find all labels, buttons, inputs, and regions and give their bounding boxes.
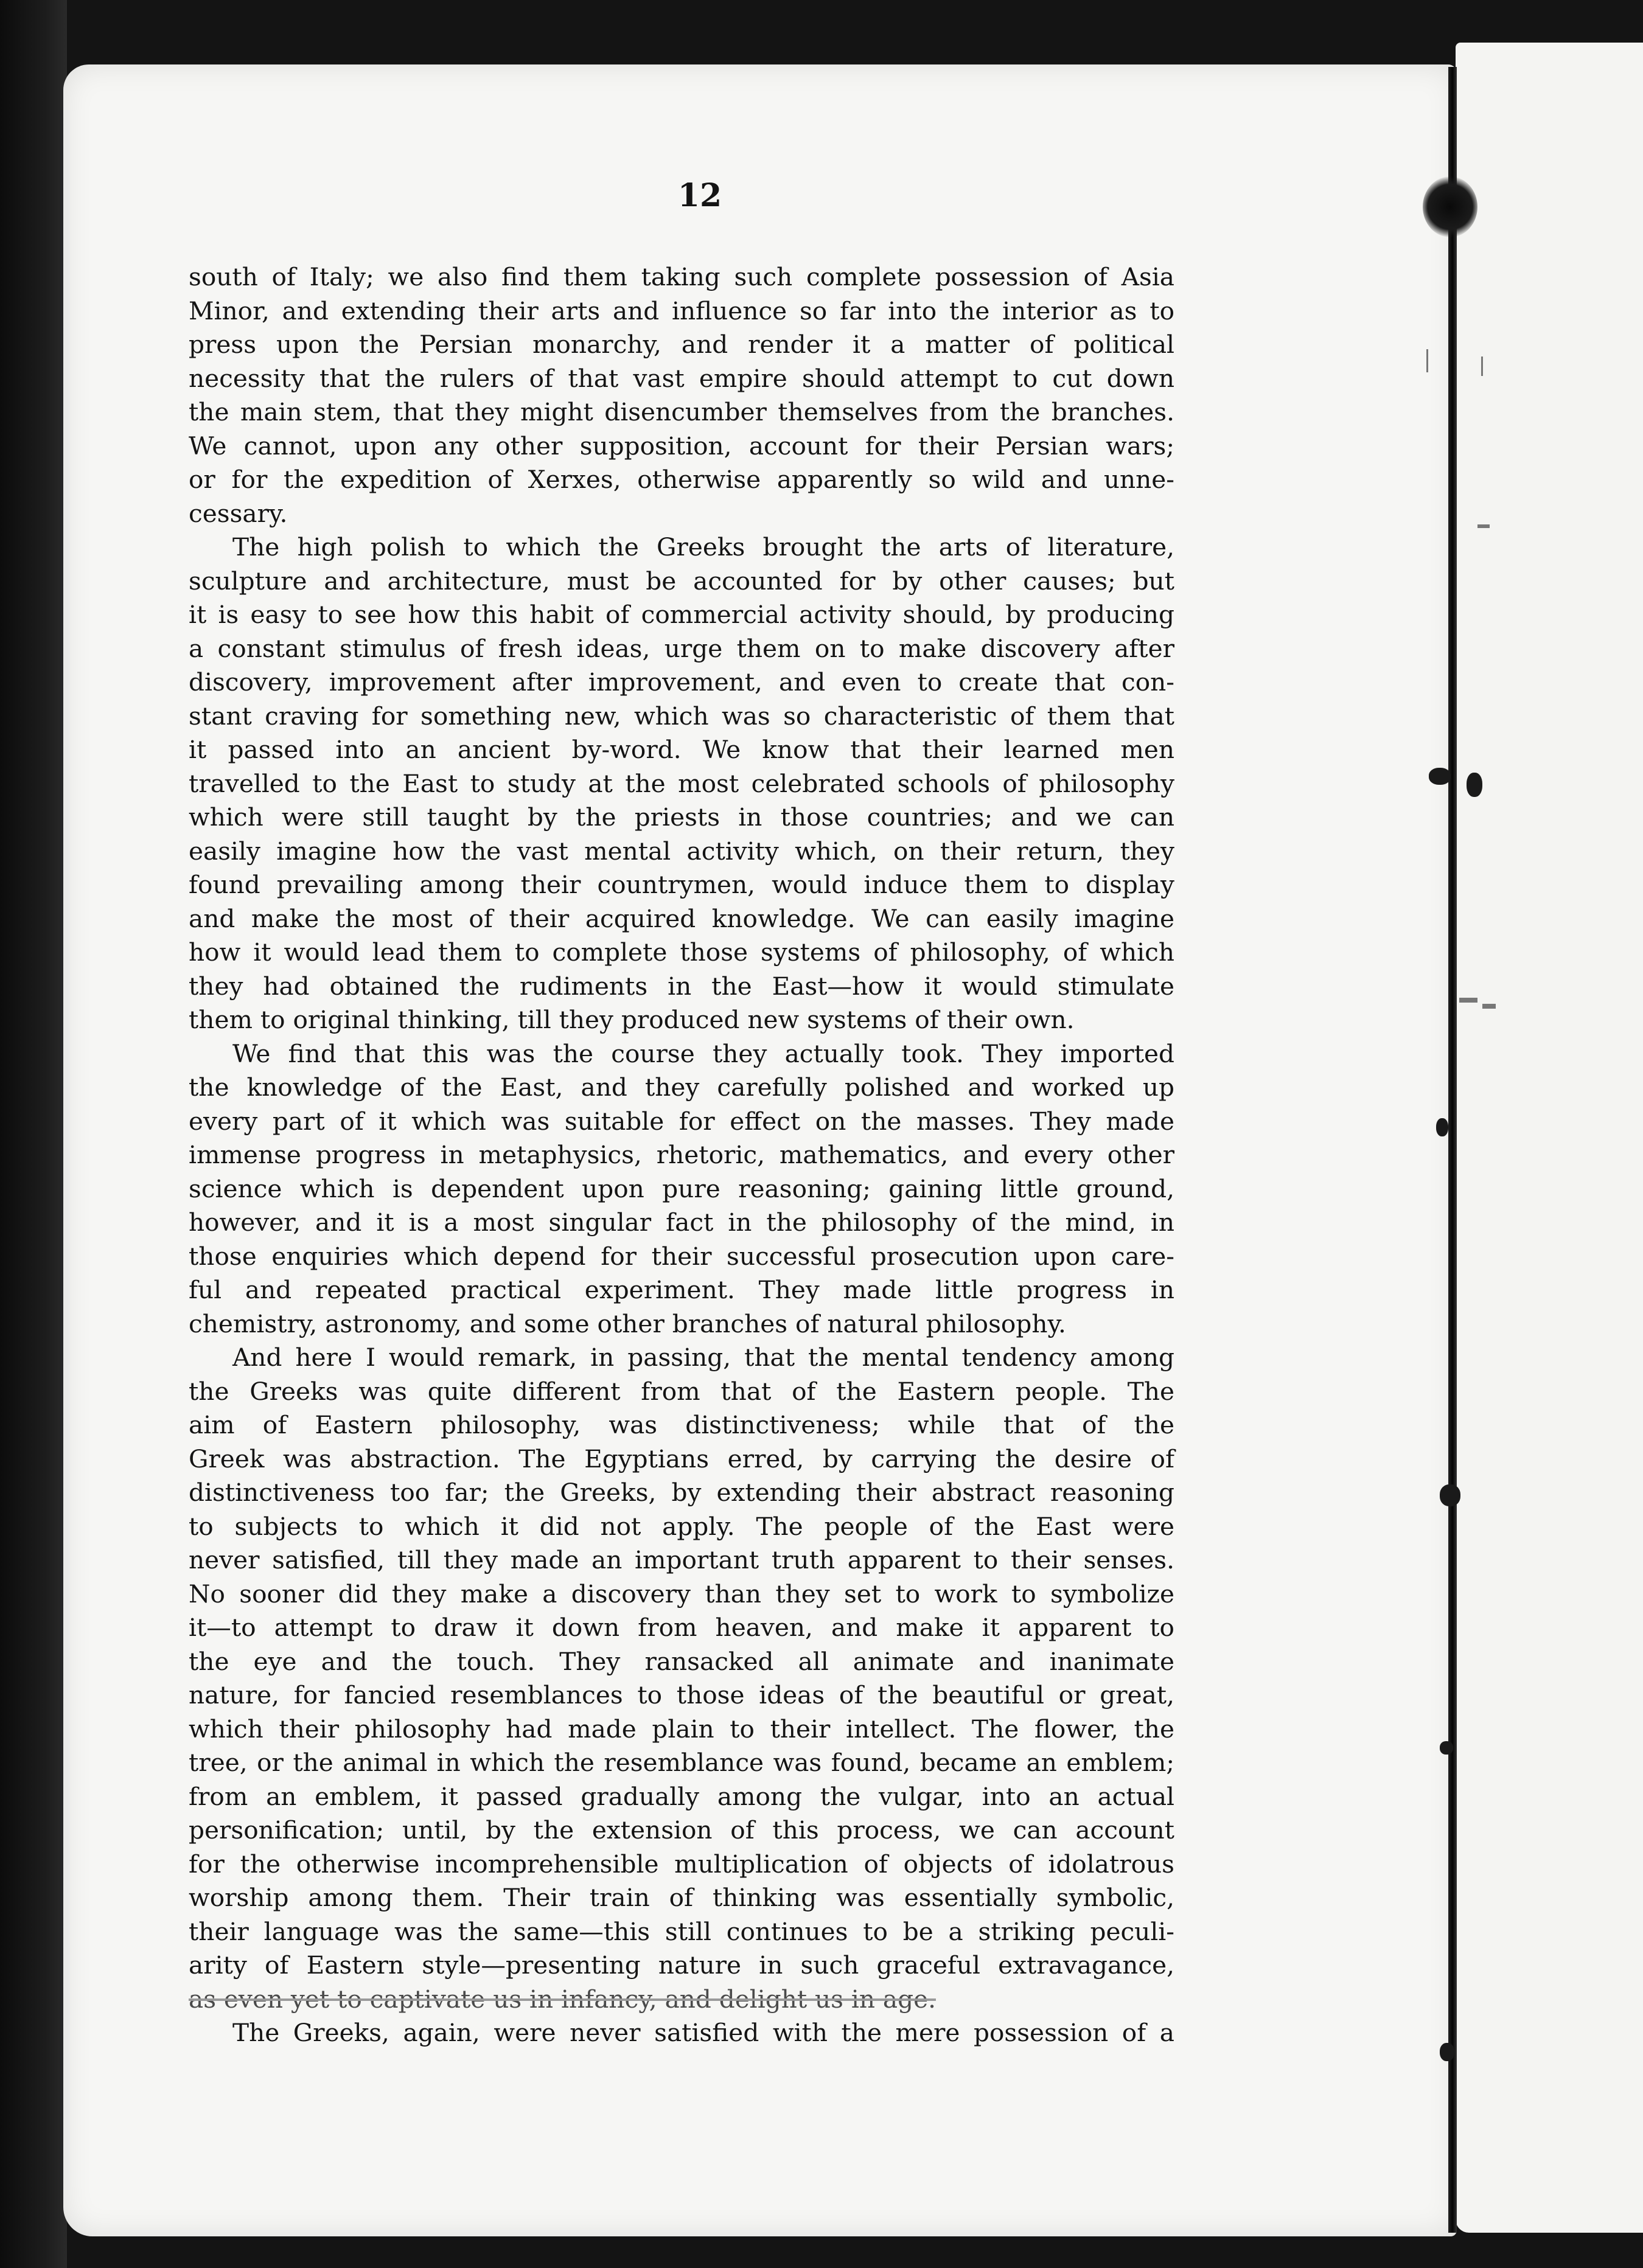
text-line: every part of it which was suitable for effect on the masses. They made: [189, 1106, 1174, 1136]
thread-mark: [1482, 1004, 1496, 1009]
text-line: press upon the Persian monarchy, and render it a matter of political: [189, 330, 1174, 359]
text-line: to subjects to which it did not apply. The people of the East were: [189, 1511, 1174, 1541]
text-line: ful and repeated practical experiment. They made little progress in: [189, 1275, 1174, 1304]
binding-mark: [1440, 2043, 1454, 2061]
text-line: them to original thinking, till they produced new systems of their own.: [189, 1005, 1075, 1034]
text-line: it is easy to see how this habit of commercial activity should, by producing: [189, 600, 1174, 629]
text-line: from an emblem, it passed gradually among the vulgar, into an actual: [189, 1781, 1174, 1811]
text-line: which their philosophy had made plain to their intellect. The flower, the: [189, 1714, 1174, 1744]
text-line: tree, or the animal in which the resemblance was found, became an emblem;: [189, 1748, 1174, 1777]
page-number: 12: [677, 177, 722, 214]
thread-mark: [1426, 349, 1428, 372]
binding-mark: [1429, 768, 1451, 785]
text-line: their language was the same—this still continues to be a striking peculi-: [189, 1916, 1174, 1946]
text-line: distinctiveness too far; the Greeks, by extending their abstract reasoning: [189, 1478, 1174, 1507]
text-line: however, and it is a most singular fact in the philosophy of the mind, in: [189, 1208, 1174, 1237]
text-line: or for the expedition of Xerxes, otherwise apparently so wild and unne-: [189, 465, 1174, 494]
text-line: immense progress in metaphysics, rhetoric, mathematics, and every other: [189, 1140, 1174, 1169]
binding-mark: [1440, 1741, 1453, 1755]
ink-blot: [1423, 176, 1477, 237]
text-line: it passed into an ancient by-word. We know that their learned men: [189, 735, 1174, 764]
text-line: it—to attempt to draw it down from heaven, and make it apparent to: [189, 1613, 1174, 1642]
text-line: Greek was abstraction. The Egyptians erred, by carrying the desire of: [189, 1444, 1174, 1473]
text-line: and make the most of their acquired knowledge. We can easily imagine: [189, 903, 1174, 933]
scan-background-left: [0, 0, 67, 2268]
text-line: science which is dependent upon pure reasoning; gaining little ground,: [189, 1174, 1174, 1203]
binding-mark: [1467, 773, 1482, 797]
text-line: as even yet to captivate us in infancy, and delight us in age.: [189, 1984, 936, 2014]
text-line: cessary.: [189, 498, 288, 528]
text-line: a constant stimulus of fresh ideas, urge them on to make discovery after: [189, 633, 1174, 663]
text-line: south of Italy; we also find them taking such complete possession of Asia: [189, 262, 1174, 291]
text-line: sculpture and architecture, must be accounted for by other causes; but: [189, 566, 1174, 596]
text-line: the main stem, that they might disencumber themselves from the branches.: [189, 397, 1174, 426]
text-line: discovery, improvement after improvement, and even to create that con-: [189, 667, 1174, 697]
text-line: found prevailing among their countrymen, would induce them to display: [189, 870, 1174, 899]
text-line: chemistry, astronomy, and some other branches of natural philosophy.: [189, 1309, 1066, 1338]
binding-gutter: [1448, 67, 1457, 2233]
text-line: they had obtained the rudiments in the East—how it would stimulate: [189, 971, 1174, 1001]
text-line: those enquiries which depend for their successful prosecution upon care-: [189, 1241, 1174, 1271]
thread-mark: [1481, 357, 1483, 376]
text-line: We find that this was the course they actually took. They imported: [232, 1038, 1174, 1068]
text-line: personification; until, by the extension of this process, we can account: [189, 1815, 1174, 1845]
binding-mark: [1436, 1118, 1448, 1136]
text-line: which were still taught by the priests in those countries; and we can: [189, 802, 1174, 832]
text-line: travelled to the East to study at the most celebrated schools of philosophy: [189, 768, 1174, 798]
text-line: the Greeks was quite different from that of the Eastern people. The: [189, 1376, 1174, 1406]
text-line: The Greeks, again, were never satisfied with the mere possession of a: [232, 2018, 1174, 2047]
text-line: Minor, and extending their arts and influence so far into the interior as to: [189, 296, 1174, 325]
text-line: And here I would remark, in passing, that the mental tendency among: [232, 1343, 1174, 1372]
text-line: the eye and the touch. They ransacked all animate and inanimate: [189, 1646, 1174, 1676]
thread-mark: [1477, 524, 1490, 528]
binding-mark: [1440, 1484, 1460, 1506]
text-line: how it would lead them to complete those systems of philosophy, of which: [189, 937, 1174, 967]
text-line: aim of Eastern philosophy, was distinctiveness; while that of the: [189, 1410, 1174, 1439]
text-line: No sooner did they make a discovery than they set to work to symbolize: [189, 1579, 1174, 1609]
text-line: worship among them. Their train of thinking was essentially symbolic,: [189, 1883, 1174, 1912]
facing-page-edge: [1456, 43, 1643, 2233]
body-text: [189, 260, 1174, 2050]
text-line: never satisfied, till they made an important truth apparent to their senses.: [189, 1545, 1174, 1574]
text-line: arity of Eastern style—presenting nature in such graceful extravagance,: [189, 1950, 1174, 1980]
text-line: for the otherwise incomprehensible multiplication of objects of idolatrous: [189, 1849, 1174, 1879]
text-line: necessity that the rulers of that vast empire should attempt to cut down: [189, 363, 1174, 393]
text-line: easily imagine how the vast mental activity which, on their return, they: [189, 836, 1174, 866]
text-line: nature, for fancied resemblances to those ideas of the beautiful or great,: [189, 1680, 1174, 1710]
text-line: stant craving for something new, which was so characteristic of them that: [189, 701, 1174, 731]
text-line: We cannot, upon any other supposition, account for their Persian wars;: [189, 431, 1174, 461]
text-line: The high polish to which the Greeks brought the arts of literature,: [232, 532, 1174, 562]
thread-mark: [1459, 998, 1477, 1003]
text-line: the knowledge of the East, and they carefully polished and worked up: [189, 1073, 1174, 1102]
